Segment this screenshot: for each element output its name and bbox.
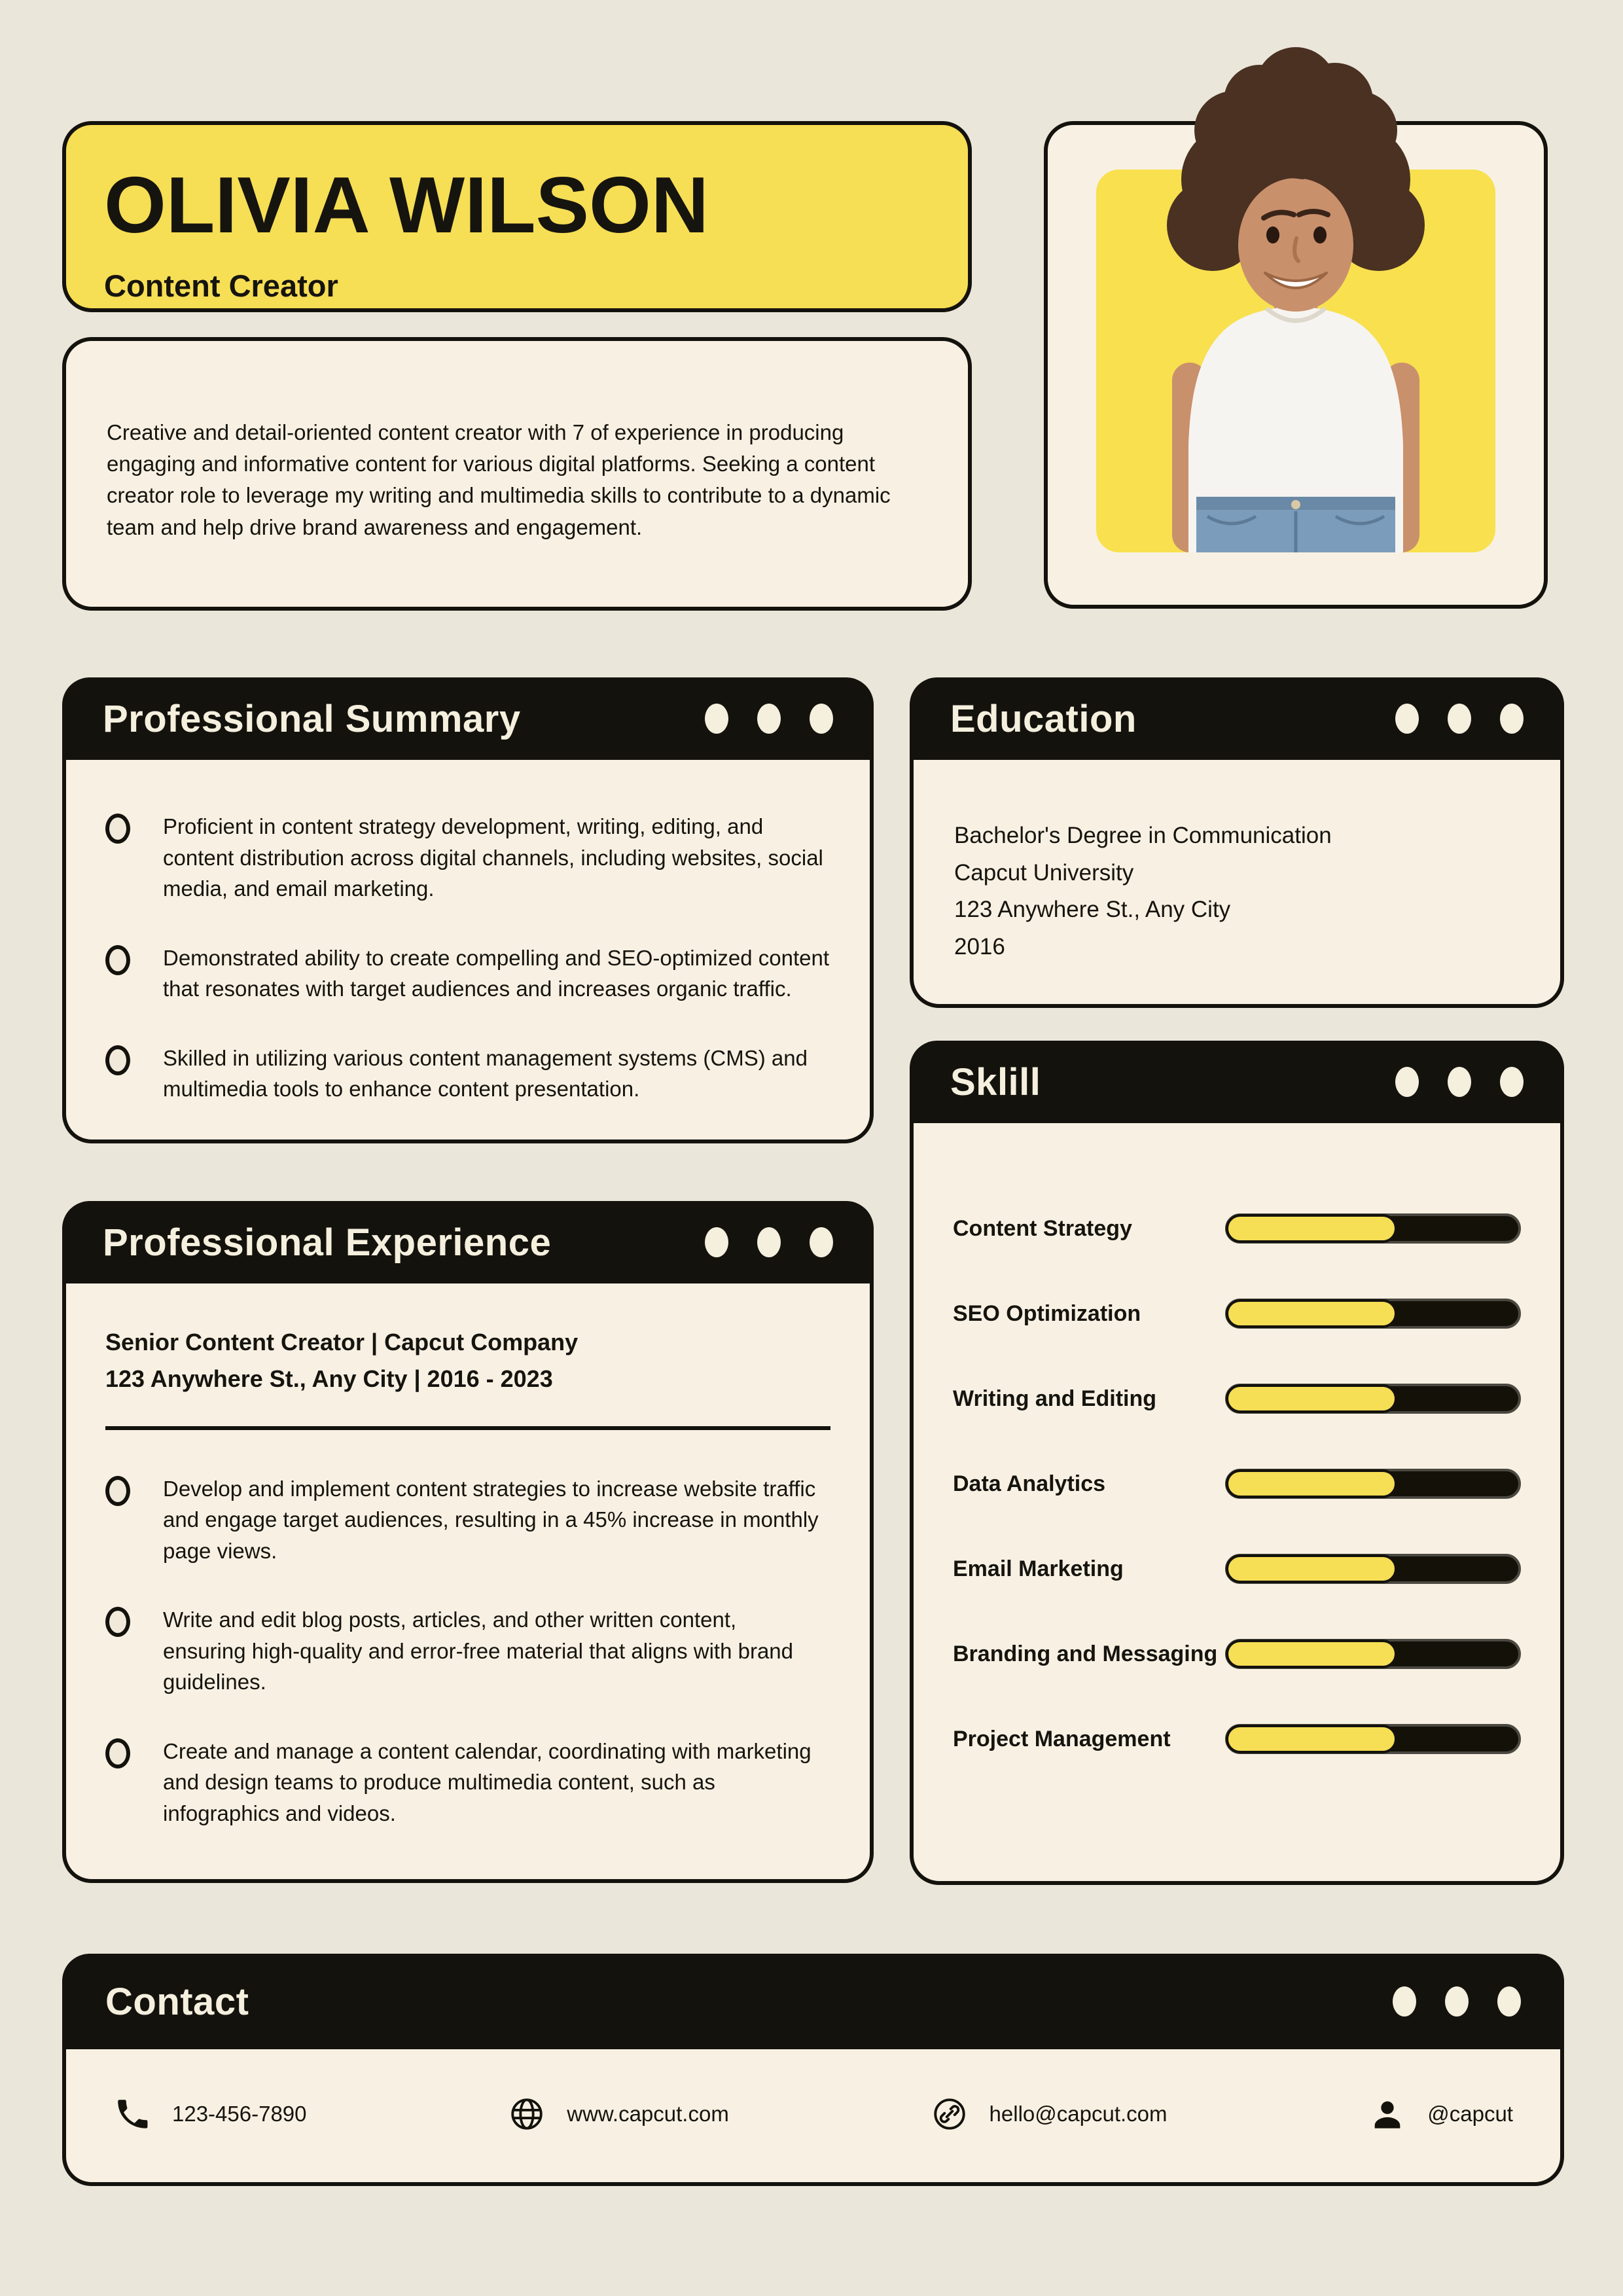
contact-header [62, 1954, 1564, 2049]
job-title: Content Creator [104, 268, 338, 303]
education-address: 123 Anywhere St., Any City [954, 897, 1231, 923]
divider [105, 1426, 830, 1430]
contact-social [1368, 2095, 1513, 2133]
photo-card [1044, 121, 1548, 609]
intro-card [62, 337, 972, 611]
window-dots-icon [705, 704, 833, 734]
phone-icon [113, 2095, 151, 2133]
summary-bullet: Skilled in utilizing various content management systems (CMS) and multimedia tools to enhance content presentation. [163, 1045, 808, 1102]
skill-label: Content Strategy [953, 1215, 1132, 1241]
list-item [105, 942, 830, 1005]
bullet-circle-icon [105, 1738, 130, 1768]
list-item [105, 1604, 830, 1698]
section-title: Contact [105, 1980, 249, 2023]
experience-bullet: Write and edit blog posts, articles, and other written content, ensuring high-quality and error-free material that aligns with brand guidelines. [163, 1607, 794, 1695]
list-item [105, 811, 830, 905]
window-dots-icon [1395, 1067, 1524, 1097]
bullet-circle-icon [105, 1607, 130, 1637]
skills-header [910, 1041, 1564, 1123]
skill-label: SEO Optimization [953, 1300, 1141, 1326]
window-dots-icon [1393, 1986, 1521, 2017]
window-dots-icon [1395, 704, 1524, 734]
skill-label: Writing and Editing [953, 1386, 1156, 1411]
section-title: Sklill [950, 1060, 1041, 1103]
professional-experience-header [62, 1201, 874, 1283]
skill-bar [1225, 1299, 1521, 1329]
skill-row [953, 1299, 1521, 1329]
skill-bar [1225, 1554, 1521, 1584]
education-school: Capcut University [954, 859, 1134, 886]
intro-text: Creative and detail-oriented content creator with 7 of experience in producing engaging and informative content for various digital platforms. Seeking a content creator role to leverage my writing and multimedia skills to contribute to a dynamic team and help drive brand awareness and engagement. [107, 420, 891, 539]
person-icon [1368, 2095, 1406, 2133]
globe-icon [508, 2095, 546, 2133]
skill-bar [1225, 1639, 1521, 1669]
experience-meta: 123 Anywhere St., Any City | 2016 - 2023 [105, 1365, 553, 1392]
section-title: Professional Experience [103, 1221, 552, 1264]
skill-bar [1225, 1213, 1521, 1244]
professional-summary-card [62, 677, 874, 1143]
education-year: 2016 [954, 934, 1005, 960]
skill-bar [1225, 1469, 1521, 1499]
education-degree: Bachelor's Degree in Communication [954, 823, 1332, 848]
summary-bullet: Demonstrated ability to create compelling and SEO-optimized content that resonates with target audiences and increases organic traffic. [163, 945, 830, 1001]
contact-phone-text: 123-456-7890 [172, 2101, 307, 2126]
skill-row [953, 1469, 1521, 1499]
bullet-circle-icon [105, 1476, 130, 1506]
contact-email [931, 2095, 1168, 2133]
skill-label: Project Management [953, 1726, 1171, 1751]
professional-summary-header [62, 677, 874, 760]
page-title: OLIVIA WILSON [104, 160, 709, 249]
name-header-card [62, 121, 972, 312]
bullet-circle-icon [105, 945, 130, 975]
skill-bar [1225, 1724, 1521, 1754]
contact-social-text: @capcut [1427, 2101, 1513, 2126]
skill-label: Branding and Messaging [953, 1641, 1218, 1666]
skill-row [953, 1384, 1521, 1414]
experience-bullet: Develop and implement content strategies to increase website traffic and engage target audiences, resulting in a 45% increase in monthly page views. [163, 1476, 819, 1563]
education-header [910, 677, 1564, 760]
skill-row [953, 1554, 1521, 1584]
skill-bar [1225, 1384, 1521, 1414]
list-item [105, 1043, 830, 1105]
contact-phone [113, 2095, 307, 2133]
bullet-circle-icon [105, 814, 130, 844]
professional-experience-card [62, 1201, 874, 1883]
skill-row [953, 1724, 1521, 1754]
contact-email-text: hello@capcut.com [989, 2101, 1168, 2126]
experience-bullet: Create and manage a content calendar, coordinating with marketing and design teams to produce multimedia content, such as infographics and videos. [163, 1738, 812, 1825]
list-item [105, 1736, 830, 1829]
skill-label: Email Marketing [953, 1556, 1124, 1581]
skills-card [910, 1041, 1564, 1885]
experience-role: Senior Content Creator | Capcut Company [105, 1329, 579, 1355]
contact-website-text: www.capcut.com [567, 2101, 729, 2126]
section-title: Education [950, 697, 1137, 740]
bullet-circle-icon [105, 1045, 130, 1075]
link-icon [931, 2095, 969, 2133]
window-dots-icon [705, 1227, 833, 1257]
skill-label: Data Analytics [953, 1471, 1106, 1496]
summary-bullet: Proficient in content strategy development, writing, editing, and content distribution across digital channels, including websites, social media, and email marketing. [163, 814, 823, 901]
skill-row [953, 1213, 1521, 1244]
section-title: Professional Summary [103, 697, 521, 740]
contact-card [62, 1954, 1564, 2186]
skill-row [953, 1639, 1521, 1669]
contact-website [508, 2095, 729, 2133]
education-card [910, 677, 1564, 1008]
list-item [105, 1473, 830, 1567]
